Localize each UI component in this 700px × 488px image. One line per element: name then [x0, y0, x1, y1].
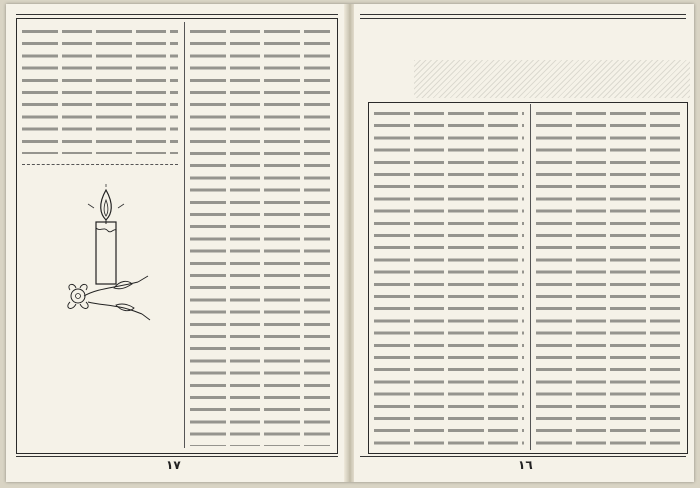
text-lines-placeholder [536, 108, 680, 446]
text-lines-placeholder [22, 26, 178, 154]
candle-flower-icon [58, 184, 154, 324]
column-divider [184, 22, 185, 448]
bottom-rule [16, 456, 338, 457]
top-rule-double [360, 18, 686, 19]
page-number: ١٦ [518, 458, 533, 472]
article-column-right [536, 108, 680, 446]
page-number: ١٧ [166, 458, 181, 472]
section-separator [22, 164, 178, 165]
top-rule [16, 14, 338, 15]
column-divider [530, 104, 531, 450]
headline [426, 62, 686, 96]
article-column-right [190, 26, 330, 446]
page-17 [6, 4, 346, 482]
top-rule [360, 14, 686, 15]
article-column-left-top [22, 26, 178, 154]
magazine-spread [6, 4, 694, 482]
text-lines-placeholder [374, 108, 524, 446]
bottom-rule [360, 456, 686, 457]
text-lines-placeholder [190, 26, 330, 446]
article-column-left [374, 108, 524, 446]
